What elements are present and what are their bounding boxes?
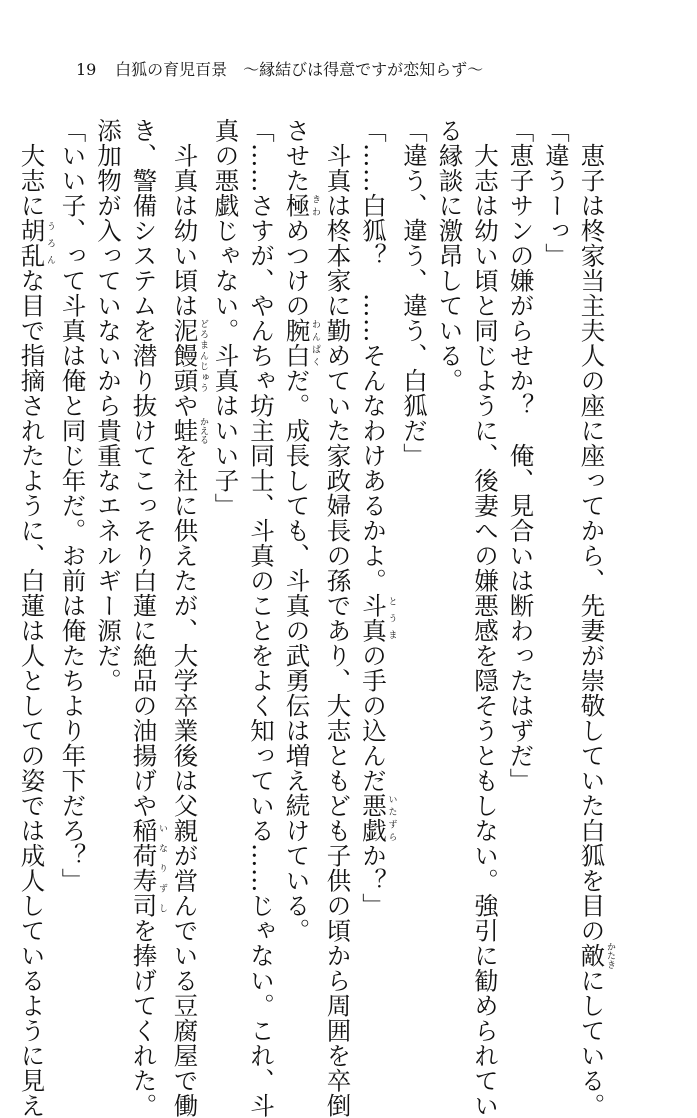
text-segment: 「……白狐？ ……そんなわけあるかよ。: [359, 118, 388, 593]
text-segment: か？」: [359, 843, 388, 918]
text-line: [503, 118, 539, 958]
ruby-base: 稲荷寿司: [129, 818, 159, 918]
text-segment: な目で指摘されたように、白蓮は人としての姿では成人しているように見え: [17, 267, 47, 1118]
text-segment: き、警備システムを潜り抜けてこっそり白蓮に絶品の油揚げや: [129, 118, 159, 818]
ruby-base: 腕白: [282, 318, 312, 368]
ruby-base: 極: [282, 193, 312, 218]
running-title: 白狐の育児百景 〜縁結びは得意ですが恋知らず〜: [115, 60, 484, 79]
ruby-base: 悪戯: [359, 793, 388, 843]
text-segment: 恵子は柊家当主夫人の座に座ってから、先妻が崇敬していた白狐を目の: [577, 142, 607, 943]
text-line: [126, 118, 167, 1118]
text-line: [397, 118, 433, 958]
text-line: [208, 118, 244, 958]
text-line: [244, 118, 280, 1118]
text-segment: 大志は幼い頃と同じように、後妻への嫌悪感を隠そうともしない。強引に勧められてい: [471, 142, 500, 1118]
text-segment: や: [170, 392, 200, 418]
ruby-word: [282, 318, 320, 368]
text-segment: だ。成長しても、斗真の武勇伝は増え続けている。: [282, 368, 312, 943]
text-segment: 添加物が入っていないから貴重なエネルギー源だ。: [94, 118, 123, 693]
ruby-base: 敵: [577, 941, 607, 969]
text-segment: 真の悪戯じゃない。斗真はいい子」: [211, 118, 241, 518]
text-segment: 斗真は柊本家に勤めていた家政婦長の孫であり、大志ともども子供の頃から周囲を卒倒: [323, 142, 353, 1118]
ruby-base: 蛙: [170, 416, 200, 444]
ruby-reading: うろん: [45, 217, 55, 268]
ruby-word: [129, 818, 167, 918]
text-segment: 「恵子サンの嫌がらせか？ 俺、見合いは断わったはずだ」: [506, 118, 536, 793]
ruby-base: 斗真: [359, 593, 388, 643]
text-line: [574, 118, 615, 1118]
text-line: [279, 118, 320, 958]
text-segment: を捧げてくれた。: [129, 918, 159, 1118]
text-segment: 大志に: [17, 142, 47, 218]
text-segment: めつけの: [282, 218, 312, 318]
ruby-reading: どろまんじゅう: [198, 317, 208, 393]
text-line: [14, 118, 55, 1118]
running-header: [76, 58, 483, 82]
text-segment: させた: [282, 118, 312, 193]
ruby-word: [282, 193, 320, 218]
text-line: [55, 118, 91, 958]
text-segment: 「違うーっ」: [542, 118, 571, 268]
ruby-word: [170, 416, 208, 444]
ruby-word: [359, 593, 397, 643]
ruby-reading: いなりずし: [157, 818, 167, 918]
text-segment: にしている。: [577, 967, 607, 1118]
ruby-word: [17, 217, 55, 268]
text-line: [167, 118, 208, 1118]
text-line: [91, 118, 127, 958]
ruby-reading: わんぱく: [310, 318, 320, 368]
text-segment: を社に供えたが、大学卒業後は父親が営んでいる豆腐屋で働: [170, 442, 200, 1118]
text-line: [468, 118, 504, 1118]
ruby-word: [577, 941, 615, 969]
text-segment: 「いい子、って斗真は俺と同じ年だ。お前は俺たちより年下だろ？」: [58, 118, 88, 893]
body-text: [17, 118, 615, 1118]
ruby-reading: かたき: [605, 941, 615, 969]
ruby-word: [359, 793, 397, 843]
text-line: [356, 118, 397, 958]
text-segment: 「……さすが、やんちゃ坊主同士、斗真のことをよく知っている……じゃない。これ、斗: [247, 118, 276, 1118]
ruby-base: 胡乱: [17, 217, 47, 268]
ruby-base: 泥饅頭: [170, 317, 200, 393]
text-line: [432, 118, 468, 958]
text-segment: の手の込んだ: [359, 643, 388, 793]
ruby-reading: かえる: [198, 416, 208, 444]
text-segment: 「違う、違う、違う、白狐だ」: [400, 118, 429, 468]
text-segment: る縁談に激昂している。: [435, 118, 465, 393]
ruby-reading: いたずら: [386, 793, 397, 843]
text-line: [539, 118, 575, 958]
page-number: 19: [76, 60, 97, 79]
ruby-reading: きわ: [310, 193, 320, 218]
text-line: [320, 118, 356, 1118]
ruby-reading: とうま: [386, 593, 397, 643]
ruby-word: [170, 317, 208, 393]
text-segment: 斗真は幼い頃は: [170, 142, 200, 318]
